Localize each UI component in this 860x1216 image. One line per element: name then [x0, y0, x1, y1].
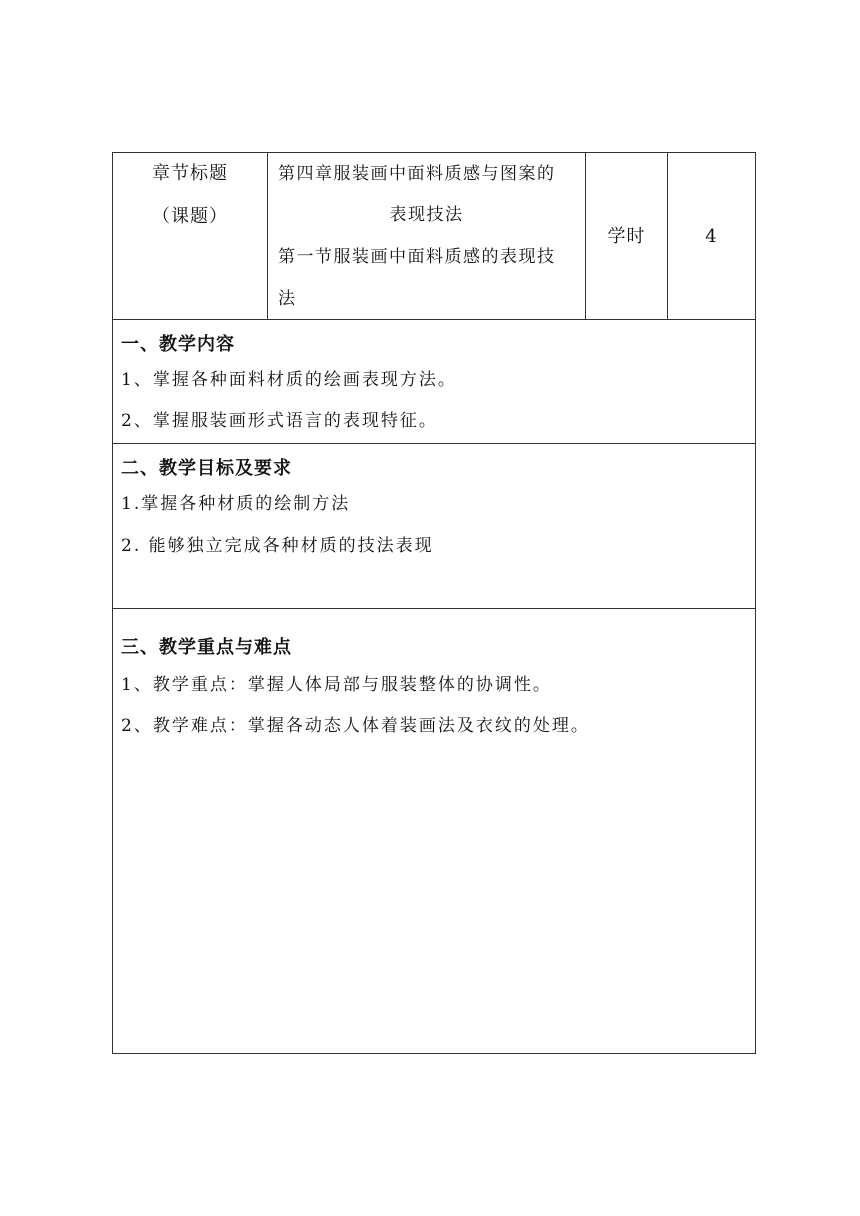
section-heading: 三、教学重点与难点: [121, 637, 292, 658]
chapter-title-cell: [268, 153, 586, 320]
hours-label-cell: [586, 153, 668, 320]
section-heading: 二、教学目标及要求: [121, 458, 292, 479]
list-item: 1、教学重点：掌握人体局部与服装整体的协调性。: [121, 675, 552, 695]
list-item: 2、掌握服装画形式语言的表现特征。: [121, 411, 438, 431]
list-item: 1、掌握各种面料材质的绘画表现方法。: [121, 370, 457, 390]
chapter-label-line1: 章节标题: [152, 163, 228, 184]
list-item: 2、教学难点：掌握各动态人体着装画法及衣纹的处理。: [121, 716, 590, 736]
header-row: [113, 153, 755, 320]
hours-value: 4: [705, 226, 718, 247]
teaching-goals-section: [113, 444, 755, 609]
chapter-label-line2: （课题）: [152, 206, 228, 227]
list-item: 1.掌握各种材质的绘制方法: [121, 494, 351, 514]
chapter-label-cell: [113, 153, 268, 320]
key-points-section: [113, 609, 755, 1053]
chapter-title-line1: 第四章服装画中面料质感与图案的: [278, 164, 556, 184]
section-heading: 一、教学内容: [121, 334, 235, 355]
lesson-plan-table: [112, 152, 756, 1054]
section-title-line2: 法: [278, 289, 296, 309]
teaching-content-section: [113, 320, 755, 444]
list-item: 2. 能够独立完成各种材质的技法表现: [121, 536, 434, 556]
section-title-line1: 第一节服装画中面料质感的表现技: [278, 247, 556, 267]
hours-value-cell: [668, 153, 755, 320]
hours-label: 学时: [607, 226, 646, 247]
chapter-title-line2: 表现技法: [389, 205, 464, 225]
